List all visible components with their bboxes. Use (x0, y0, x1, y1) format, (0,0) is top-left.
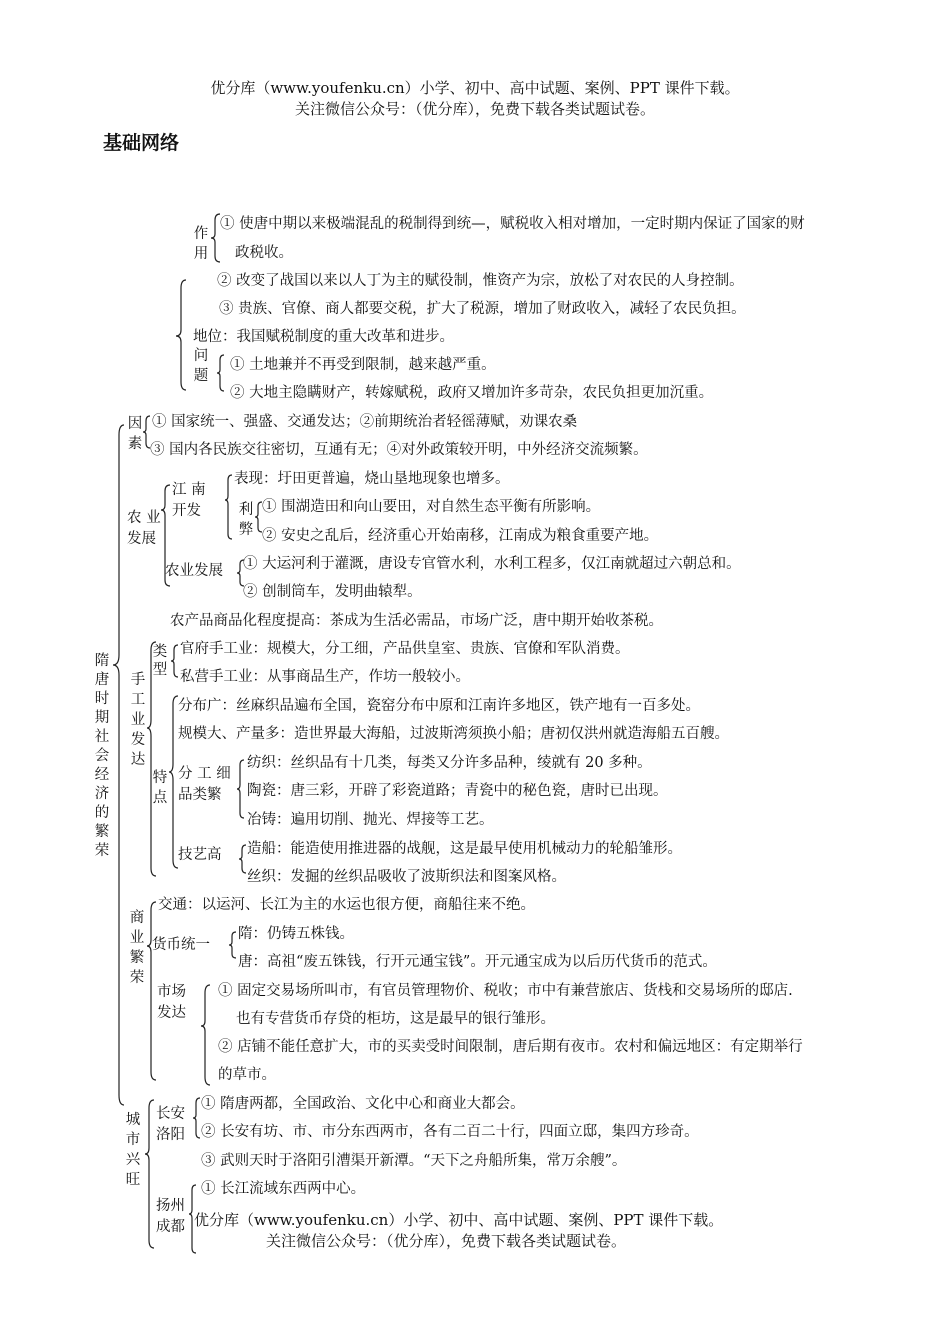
label-shougong: 手工业发达 (130, 672, 146, 768)
shangye-sui: 隋：仍铸五株钱。 (238, 926, 354, 942)
brace-huobi (229, 932, 236, 958)
brace-leixing (171, 645, 178, 677)
label-yinsu: 因素 (127, 416, 143, 452)
shougong-guimo: 规模大、产量多：造世界最大海船，过波斯湾须换小船；唐初仅洪州就造海船五百艘。 (178, 726, 729, 742)
shougong-taoci: 陶瓷：唐三彩，开辟了彩瓷道路；青瓷中的秘色瓷，唐时已出现。 (247, 783, 668, 799)
tax-diwei: 地位：我国赋税制度的重大改革和进步。 (193, 329, 454, 345)
tax-problem-2: ② 大地主隐瞒财产，转嫁赋税，政府又增加许多苛杂，农民负担更加沉重。 (230, 385, 714, 401)
nongye-shangpin: 农产品商品化程度提高：茶成为生活必需品，市场广泛，唐中期开始收茶税。 (170, 613, 663, 629)
footer-line-1: 优分库（www.youfenku.cn）小学、初中、高中试题、案例、PPT 课件下载。 (194, 1211, 724, 1229)
shougong-fenbu: 分布广：丝麻织品遍布全国，瓷窑分布中原和江南许多地区，铁产地有一百多处。 (178, 698, 700, 714)
yinsu-line-2: ③ 国内各民族交往密切，互通有无；④对外政策较开明，中外经济交流频繁。 (150, 442, 648, 458)
brace-main (113, 425, 124, 1105)
label-nongye: 农 业发展 (127, 510, 161, 547)
shangye-shichang-2b: 的草市。 (218, 1067, 276, 1083)
shougong-fangzhi: 纺织：丝织品有十几类，每类又分许多品种，绫就有 20 多种。 (247, 755, 652, 771)
nongye-libi-1: ① 围湖造田和向山要田，对自然生态平衡有所影响。 (262, 499, 601, 515)
brace-jiyi (239, 845, 246, 873)
label-fazhan: 农业发展 (165, 563, 223, 579)
brace-jiangnan (225, 475, 232, 539)
shangye-shichang-1a: ① 固定交易场所叫市，有官员管理物价、税收；市中有兼营旅店、货栈和交易场所的邸店. (218, 983, 793, 999)
label-huobi: 货币统一 (152, 937, 210, 953)
tax-item-1b: 政税收。 (235, 245, 293, 261)
tax-item-3: ③ 贵族、官僚、商人都要交税，扩大了税源，增加了财政收入，减轻了农民负担。 (219, 301, 746, 317)
label-jiyi: 技艺高 (178, 847, 222, 863)
nongye-fazhan-2: ② 创制筒车，发明曲辕犁。 (243, 584, 422, 600)
nongye-biaoxian: 表现：圩田更普遍，烧山垦地现象也增多。 (234, 471, 510, 487)
brace-yinsu (143, 416, 150, 448)
brace-shichang (201, 985, 210, 1085)
label-yangzhou: 扬州成都 (156, 1198, 185, 1235)
shangye-shichang-2a: ② 店铺不能任意扩大，市的买卖受时间限制，唐后期有夜市。农村和偏远地区：有定期举行 (218, 1039, 803, 1055)
nongye-libi-2: ② 安史之乱后，经济重心开始南移，江南成为粮食重要产地。 (262, 528, 659, 544)
yinsu-line-1: ① 国家统一、强盛、交通发达；②前期统治者轻徭薄赋，劝课农桑 (152, 414, 578, 430)
shougong-guanfu: 官府手工业：规模大，分工细，产品供皇室、贵族、官僚和军队消费。 (180, 641, 630, 657)
section-title: 基础网络 (103, 132, 180, 154)
label-leixing: 类型 (152, 644, 168, 678)
chengshi-changan-1: ① 隋唐两都，全国政治、文化中心和商业大都会。 (201, 1096, 525, 1112)
tax-item-1a: ① 使唐中期以来极端混乱的税制得到统—，赋税收入相对增加，一定时期内保证了国家的财 (220, 216, 805, 232)
header-line-2: 关注微信公众号：（优分库），免费下载各类试题试卷。 (294, 100, 655, 118)
chengshi-yangzhou-1: ① 长江流域东西两中心。 (201, 1181, 366, 1197)
brace-libi (255, 502, 262, 532)
label-jiangnan: 江 南开发 (172, 482, 206, 519)
shougong-siying: 私营手工业：从事商品生产，作坊一般较小。 (180, 669, 470, 685)
brace-chengshi (145, 1100, 154, 1248)
nongye-fazhan-1: ① 大运河利于灌溉，唐设专官管水利，水利工程多，仅江南就超过六朝总和。 (243, 556, 741, 572)
chengshi-changan-2: ② 长安有坊、市、市分东西两市，各有二百二十行，四面立邸，集四方珍奇。 (201, 1124, 699, 1140)
main-label: 隋唐时期社会经济的繁荣 (94, 653, 110, 859)
label-fengong: 分 工 细品类繁 (178, 766, 231, 803)
shangye-jiaotong: 交通：以运河、长江为主的水运也很方便，商船往来不绝。 (158, 897, 535, 913)
shangye-shichang-1b: 也有专营货币存贷的柜坊，这是最早的银行雏形。 (236, 1011, 555, 1027)
tax-item-2: ② 改变了战国以来以人丁为主的赋役制，惟资产为宗，放松了对农民的人身控制。 (217, 273, 744, 289)
label-wenti: 问题 (193, 348, 209, 384)
footer-line-2: 关注微信公众号：（优分库），免费下载各类试题试卷。 (266, 1232, 627, 1250)
brace-changan (193, 1098, 200, 1138)
chengshi-changan-3: ③ 武则天时于洛阳引漕渠开新潭。“天下之舟船所集，常万余艘”。 (201, 1153, 627, 1169)
label-zuoyong: 作用 (193, 226, 209, 262)
label-shangye: 商业繁荣 (129, 910, 145, 986)
shougong-sizhi: 丝织：发掘的丝织品吸收了波斯织法和图案风格。 (247, 869, 566, 885)
label-shichang: 市场发达 (157, 984, 186, 1021)
header-line-1: 优分库（www.youfenku.cn）小学、初中、高中试题、案例、PPT 课件下载。 (210, 79, 740, 97)
brace-wenti (217, 355, 224, 391)
shougong-zaochuan: 造船：能造使用推进器的战舰，这是最早使用机械动力的轮船雏形。 (247, 841, 682, 857)
shangye-tang: 唐：高祖“废五铢钱，行开元通宝钱”。开元通宝成为以后历代货币的范式。 (238, 954, 717, 970)
brace-shangye (147, 902, 156, 1080)
brace-tedian (169, 696, 178, 868)
label-libi: 利弊 (238, 502, 254, 538)
brace-tax-outer (176, 280, 186, 390)
brace-zuoyong (211, 214, 220, 262)
label-tedian: 特点 (152, 770, 168, 806)
label-changan: 长安洛阳 (156, 1106, 185, 1143)
label-chengshi: 城市兴旺 (125, 1112, 141, 1188)
shougong-yezhu: 冶铸：遍用切削、抛光、焊接等工艺。 (247, 812, 494, 828)
tax-problem-1: ① 土地兼并不再受到限制，越来越严重。 (230, 357, 496, 373)
